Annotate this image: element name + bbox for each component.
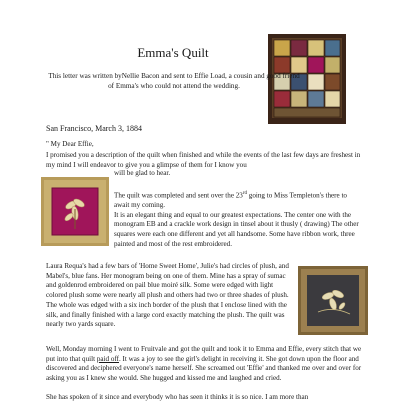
document-title: Emma's Quilt xyxy=(137,45,209,60)
paragraph-2-middle: going to Miss Templeton's there to await my coming. xyxy=(114,191,347,210)
quilt-square-photo-left xyxy=(41,177,109,246)
paragraph-2-end: It is an elegant thing and equal to our greatest expectations. The center one with the monogram EB and a crackle work design in tinsel about it thusly ( drawing) The other squares were each one different and yet all handsome. Some have ribbon work, three painted and most of the rest embroidered. xyxy=(114,210,359,248)
ordinal-suffix: rd xyxy=(242,191,248,196)
paragraph-4-start: Well, Monday morning I went to Fruitvale and got the quilt and took it to Emma and Effie, every stitch that we put into that quilt xyxy=(46,345,362,363)
paragraph-1-end: will be glad to hear. xyxy=(114,169,171,177)
quilt-square-image xyxy=(41,177,109,246)
paragraph-3: Laura Requa's had a few bars of 'Home Sweet Home', Julie's had circles of plush, and Mabel's, blue fans. Her monogram being on one of them. Mine has a spray of sumac and goldenrod embroidered on pail blue moiré silk. Some were edged with light colored plush some were nearly all plush and others had two or three shades of plush. The whole was edged with a six inch border of the plush that I enclose lined with the silk, and finally finished with a large cord exactly matching the plush. The quilt was nearly two yards square. xyxy=(46,262,289,329)
paragraph-4-end: . It was a joy to see the girl's delight in receiving it. She got down upon the floor and discovered and deciphered everyone's name herself. She screamed out 'Effie' and thanked me over and over for asking you as I knew she would. She hugged and kissed me and laughed and cried. xyxy=(46,354,362,383)
salutation: " My Dear Effie, xyxy=(46,140,94,148)
paragraph-1: I promised you a description of the quilt when finished and while the events of the last few days are freshest in my mind I will endeavor to give you a glimpse of them for I know you xyxy=(46,151,361,169)
paragraph-5: She has spoken of it since and everybody who has seen it thinks it is so nice. I am more than xyxy=(46,393,309,401)
intro-note: This letter was written byNellie Bacon and sent to Effie Load, a cousin and good friend of Emma's who could not attend the wedding. xyxy=(48,72,300,90)
quilt-square-photo-right xyxy=(298,266,368,335)
paragraph-2 xyxy=(114,189,364,250)
paragraph-2-start: The quilt was completed and sent over the 23 xyxy=(114,191,243,200)
paragraph-4 xyxy=(46,345,368,384)
underlined-phrase: paid off xyxy=(96,354,119,363)
dateline: San Francisco, March 3, 1884 xyxy=(46,124,142,133)
quilt-square-image xyxy=(298,266,368,335)
